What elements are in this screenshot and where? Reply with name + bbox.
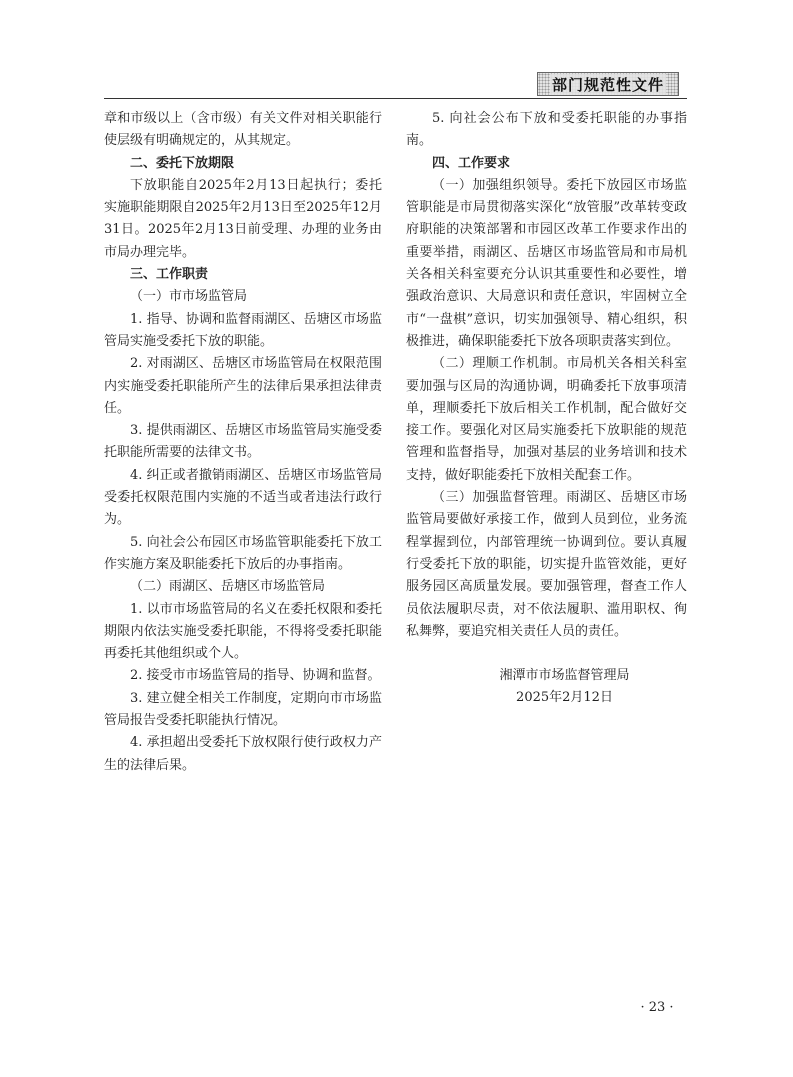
left-column — [104, 108, 382, 777]
subheading: （一）市市场监管局 — [130, 289, 248, 305]
issue-date: 2025年2月12日 — [516, 690, 613, 706]
list-item: 4. 纠正或者撤销雨湖区、岳塘区市场监管局受委托权限范围内实施的不适当或者违法行政行为。 — [104, 467, 382, 528]
subheading: （二）雨湖区、岳塘区市场监管局 — [130, 579, 326, 595]
signature-block — [406, 665, 687, 710]
paragraph: （二）理顺工作机制。市局机关各相关科室要加强与区局的沟通协调，明确委托下放事项清单，理顺委托下放后相关工作机制，配合做好交接工作。要强化对区局实施委托下放职能的规范管理和监督指导，加强对基层的业务培训和技术支持，做好职能委托下放相关配套工作。 — [406, 356, 687, 483]
section-label: 部门规范性文件 — [551, 75, 664, 94]
paragraph: （一）加强组织领导。委托下放园区市场监管职能是市局贯彻落实深化“放管服”改革转变政府职能的决策部署和市园区改革工作要求作出的重要举措，雨湖区、岳塘区市场监管局和市局机关各相关科室要充分认识其重要性和必要性，增强政治意识、大局意识和责任意识，牢固树立全市“一盘棋”意识，切实加强领导、精心组织，积极推进，确保职能委托下放各项职责落实到位。 — [406, 177, 687, 349]
paragraph: 下放职能自2025年2月13日起执行；委托实施职能期限自2025年2月13日至2025年12月31日。2025年2月13日前受理、办理的业务由市局办理完毕。 — [104, 177, 382, 260]
list-item: 2. 对雨湖区、岳塘区市场监管局在权限范围内实施受委托职能所产生的法律后果承担法律责任。 — [104, 356, 382, 416]
page-number: · 23 · — [640, 1000, 674, 1015]
list-item: 5. 向社会公布园区市场监管职能委托下放工作实施方案及职能委托下放后的办事指南。 — [104, 534, 382, 572]
list-item: 3. 建立健全相关工作制度，定期向市市场监管局报告受委托职能执行情况。 — [104, 690, 382, 729]
section-heading: 二、委托下放期限 — [130, 155, 235, 171]
issuing-organization: 湘潭市市场监督管理局 — [499, 668, 630, 684]
section-heading: 三、工作职责 — [130, 267, 209, 283]
paragraph: （三）加强监督管理。雨湖区、岳塘区市场监管局要做好承接工作，做到人员到位，业务流程掌握到位，内部管理统一协调到位。要认真履行受委托下放的职能，切实提升监管效能，更好服务园区高质量发展。要加强管理，督查工作人员依法履职尽责，对不依法履职、滥用职权、徇私舞弊，要追究相关责任人员的责任。 — [406, 490, 687, 639]
section-heading: 四、工作要求 — [432, 155, 511, 171]
section-label-box — [537, 72, 679, 96]
right-column — [406, 108, 687, 710]
header-divider — [104, 98, 687, 99]
list-item: 1. 以市市场监管局的名义在委托权限和委托期限内依法实施受委托职能，不得将受委托职能再委托其他组织或个人。 — [104, 601, 382, 662]
paragraph: 章和市级以上（含市级）有关文件对相关职能行使层级有明确规定的，从其规定。 — [104, 111, 382, 149]
list-item: 1. 指导、协调和监督雨湖区、岳塘区市场监管局实施受委托下放的职能。 — [104, 311, 382, 349]
list-item: 3. 提供雨湖区、岳塘区市场监管局实施受委托职能所需要的法律文书。 — [104, 423, 382, 461]
list-item: 4. 承担超出受委托下放权限行使行政权力产生的法律后果。 — [104, 735, 382, 773]
list-item: 2. 接受市市场监管局的指导、协调和监督。 — [130, 668, 381, 684]
list-item: 5. 向社会公布下放和受委托职能的办事指南。 — [406, 111, 687, 149]
